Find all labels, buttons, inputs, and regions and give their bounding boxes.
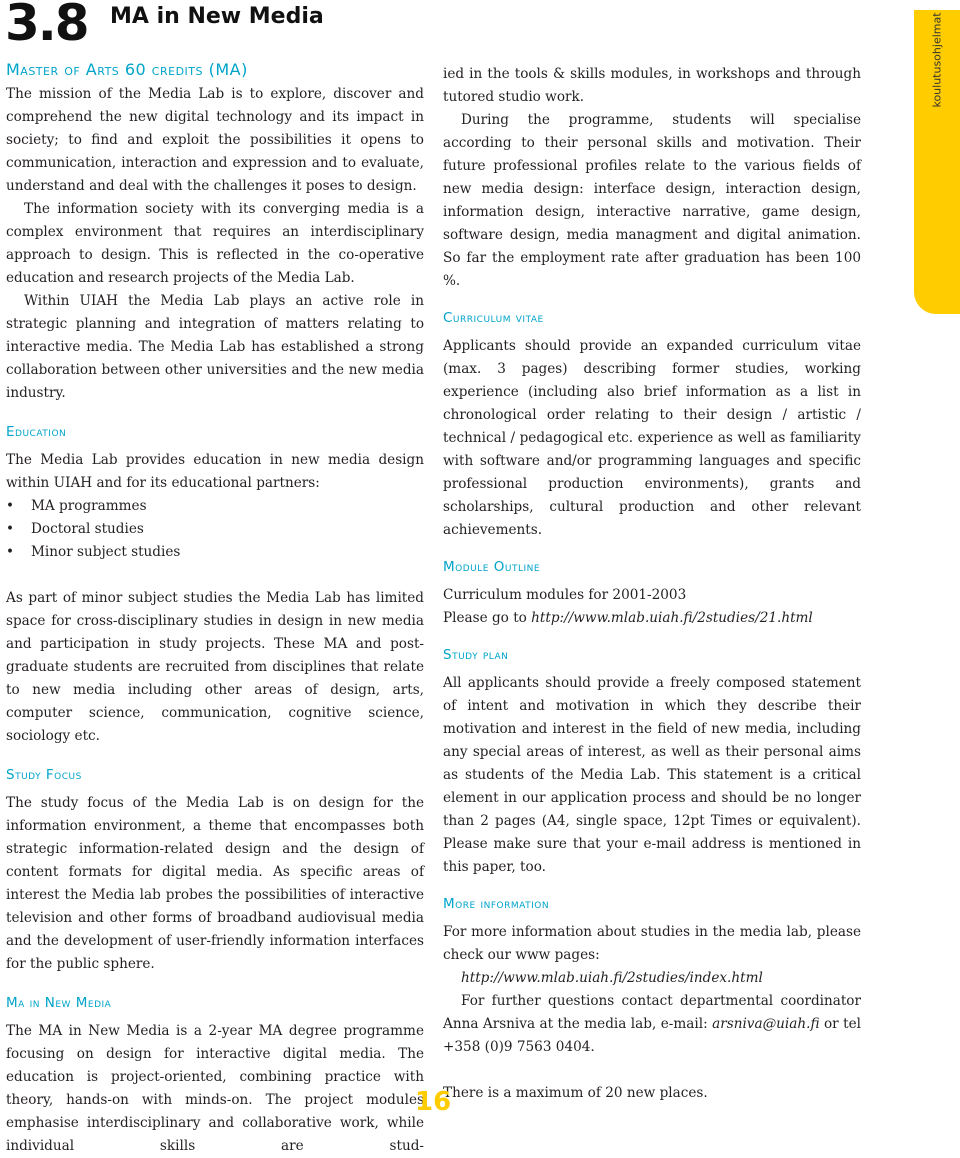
side-tab-label: koulutusohjelmat [930,12,944,108]
right-column [443,63,861,1105]
intro-paragraph-1: The mission of the Media Lab is to explore, discover and comprehend the new digital technology and its impact in society; to find and exploit the possibilities it opens to communication, interaction and expression and to evaluate, understand and deal with the challenges it poses to design. [6,86,424,194]
module-line-2 [443,607,861,630]
study-plan-text: All applicants should provide a freely composed statement of intent and motivation in which they describe their motivation and interest in the field of new media, including any special areas of interest, as well as their personal aims as students of the Media Lab. This statement is a critical element in our application process and should be no longer than 2 pages (A4, single space, 12pt Times or equivalent). Please make sure that your e-mail address is mentioned in this paper, too. [443,675,861,875]
contact-suffix: or tel +358 (0)9 7563 0404. [443,1016,861,1055]
cv-text: Applicants should provide an expanded curriculum vitae (max. 3 pages) describing former studies, working experience (including also brief information as a list in chronological order relating to their design / artistic / technical / pedagogical etc. experience as well as familiarity with software and/or programming languages and specific professional production environments), grants and scholarships, cultural production and other relevant achievements. [443,338,861,538]
more-info-url-link[interactable]: http://www.mlab.uiah.fi/2studies/index.html [461,970,763,986]
ma-specialise: During the programme, students will specialise according to their personal skills and motivation. Their future professional profiles relate to the various fields of new media design: interface design, interaction design, information design, interactive narrative, game design, software design, media managment and digital animation. So far the employment rate after graduation has been 100 %. [443,112,861,289]
contact-text [443,990,861,1059]
more-info-text: For more information about studies in the media lab, please check our www pages: [443,924,861,963]
page-number: 16 [415,1087,452,1117]
list-item: • Doctoral studies [6,518,424,541]
more-info-url-line [443,967,861,990]
education-intro: The Media Lab provides education in new media design within UIAH and for its educational partners: [6,452,424,491]
education-list [6,495,424,564]
module-line-1: Curriculum modules for 2001-2003 [443,587,687,603]
master-heading: Master of Arts 60 credits (MA) [6,60,248,79]
module-prefix: Please go to [443,610,532,626]
education-after: As part of minor subject studies the Media Lab has limited space for cross-disciplinary studies in design in new media and participation in study projects. These MA and post-graduate students are recruited from disciplines that relate to new media including other areas of design, arts, computer science, communication, cognitive science, sociology etc. [6,590,424,744]
chapter-title: MA in New Media [110,4,324,29]
side-tab [914,10,960,314]
module-url-link[interactable]: http://www.mlab.uiah.fi/2studies/21.html [531,610,813,626]
max-places: There is a maximum of 20 new places. [443,1085,708,1101]
left-column [6,57,424,1158]
cv-heading: Curriculum vitae [443,310,544,326]
ma-text: The MA in New Media is a 2-year MA degree programme focusing on design for interactive digital media. The education is project-oriented, combining practice with theory, hands-on with minds-on. The project modules emphasise interdisciplinary and collaborative work, while individual skills are stud- [6,1023,424,1154]
list-item: • MA programmes [6,495,424,518]
study-focus-heading: Study Focus [6,767,82,783]
contact-email-link[interactable]: arsniva@uiah.fi [712,1016,820,1032]
list-item: • Minor subject studies [6,541,424,564]
intro-paragraph-3: Within UIAH the Media Lab plays an active role in strategic planning and integration of matters relating to interactive media. The Media Lab has established a strong collaboration between other universities and the new media industry. [6,293,424,401]
contact-prefix: For further questions contact departmental coordinator Anna Arsniva at the media lab, e-mail: [443,993,861,1032]
chapter-number: 3.8 [5,0,88,52]
more-info-heading: More information [443,896,550,912]
intro-paragraph-2: The information society with its converging media is a complex environment that requires an interdisciplinary approach to design. This is reflected in the co-operative education and research projects of the Media Lab. [6,201,424,286]
education-heading: Education [6,424,67,440]
ma-continued: ied in the tools & skills modules, in workshops and through tutored studio work. [443,66,861,105]
ma-heading: Ma in New Media [6,995,112,1011]
study-plan-heading: Study plan [443,647,509,663]
module-heading: Module Outline [443,559,541,575]
study-focus-text: The study focus of the Media Lab is on design for the information environment, a theme that encompasses both strategic information-related design and the design of content formats for digital media. As specific areas of interest the Media lab probes the possibilities of interactive television and other forms of broadband audiovisual media and the development of user-friendly information interfaces for the public sphere. [6,795,424,972]
